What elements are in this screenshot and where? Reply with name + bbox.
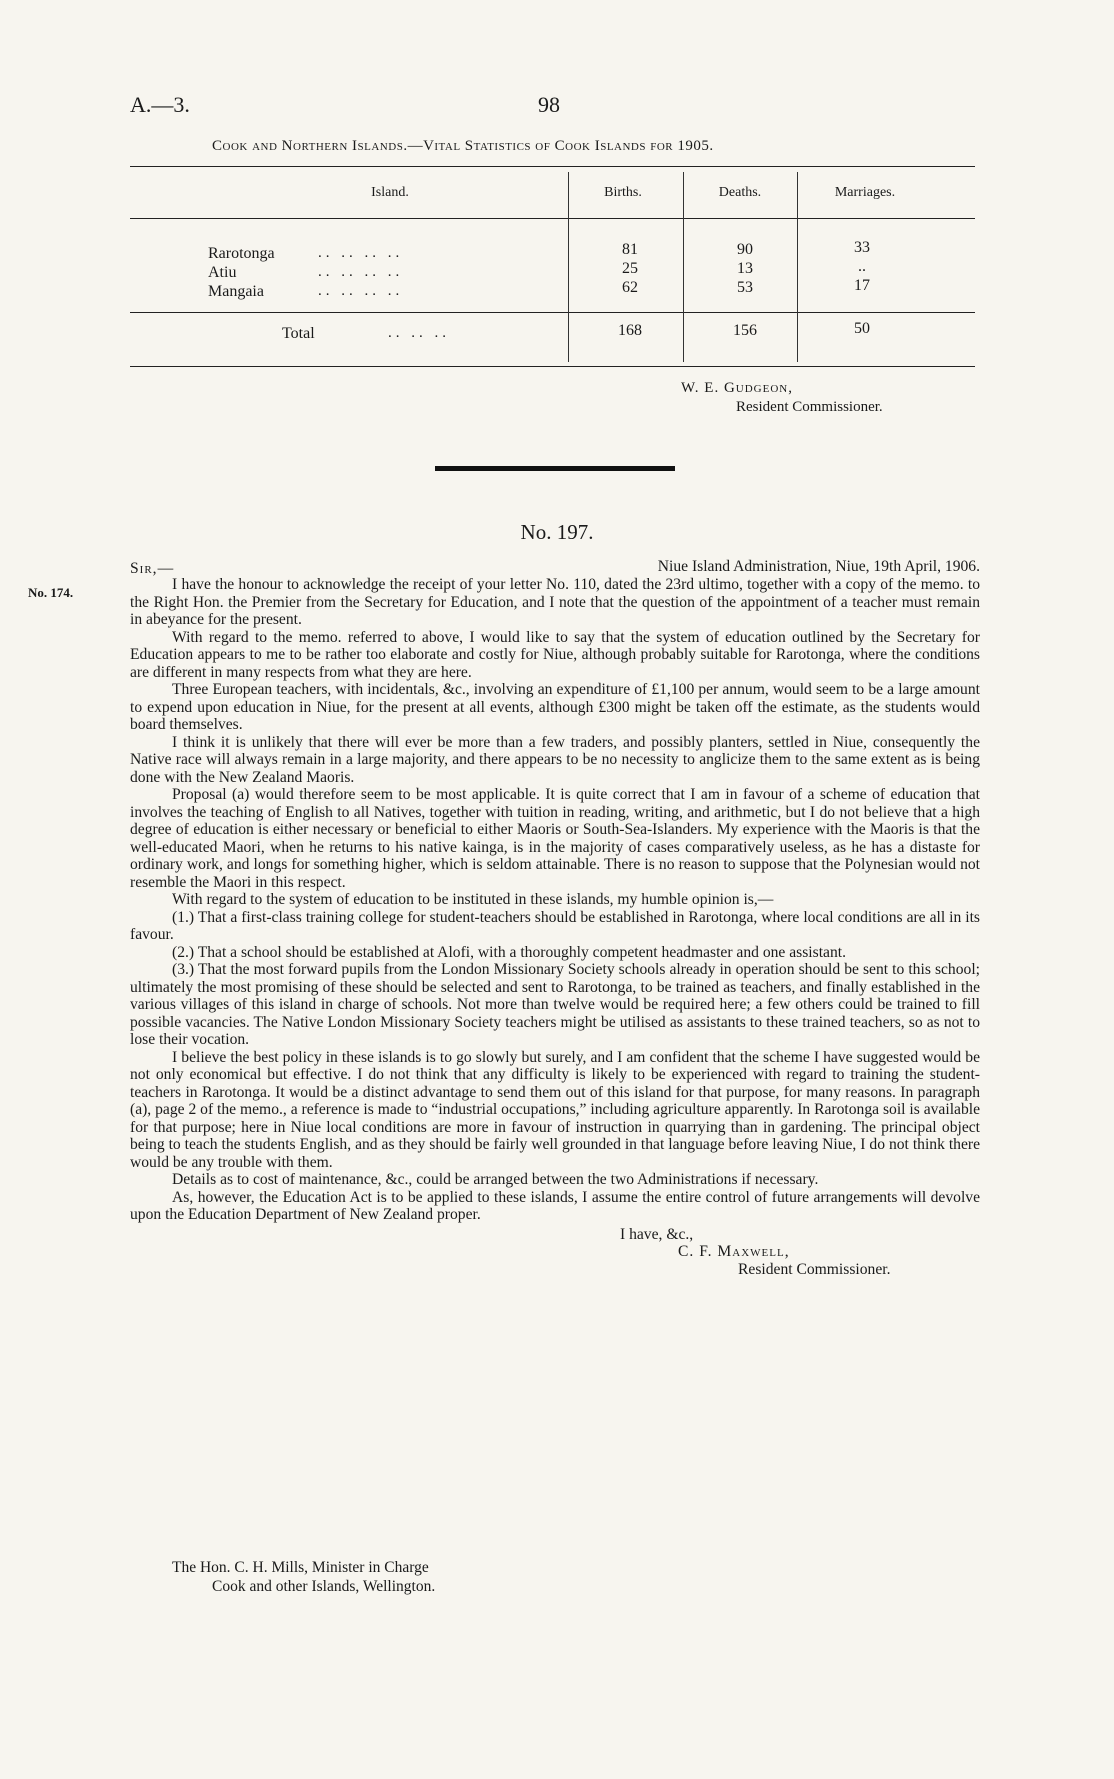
paragraph: (1.) That a first-class training college for student-teachers should be established in Rarotonga, where local conditions are all in its favour.	[130, 908, 980, 943]
column-header-deaths: Deaths.	[718, 185, 762, 200]
paragraph: As, however, the Education Act is to be applied to these islands, I assume the entire control of future arrangements will devolve upon the Education Department of New Zealand proper.	[130, 1188, 980, 1223]
table-total-rule	[130, 312, 975, 313]
salutation: Sir,—	[130, 560, 175, 577]
marriages-value: 17	[854, 277, 870, 294]
addressee-line: Cook and other Islands, Wellington.	[212, 1578, 436, 1595]
column-header-births: Births.	[604, 185, 642, 200]
births-value: 25	[622, 260, 638, 277]
island-name: Mangaia	[208, 283, 264, 300]
table-title: Cook and Northern Islands.—Vital Statistics of Cook Islands for 1905.	[212, 138, 714, 154]
total-births: 168	[618, 322, 642, 339]
column-header-marriages: Marriages.	[834, 185, 896, 200]
letter-number: No. 197.	[520, 520, 594, 544]
deaths-value: 13	[737, 260, 753, 277]
signer-title: Resident Commissioner.	[738, 1260, 891, 1278]
island-name: Atiu	[208, 264, 237, 281]
page-number: 98	[538, 92, 560, 117]
paragraph: (2.) That a school should be established at Alofi, with a thoroughly competent headmaster and one assistant.	[172, 943, 846, 961]
paragraph: Details as to cost of maintenance, &c., could be arranged between the two Administrations if necessary.	[172, 1171, 819, 1188]
letter-heading-line	[130, 558, 980, 576]
island-name: Rarotonga	[208, 245, 275, 262]
document-reference: A.—3.	[130, 92, 190, 117]
deaths-value: 90	[737, 241, 753, 258]
column-header-island: Island.	[371, 185, 409, 200]
addressee	[172, 1558, 435, 1596]
closing: I have, &c.,	[620, 1225, 694, 1243]
letter-body	[130, 558, 980, 1278]
section-separator	[435, 466, 675, 471]
paragraph: I believe the best policy in these islands is to go slowly but surely, and I am confident that the scheme I have suggested would be not only economical but effective. I do not think that any difficulty is likely to be experienced with regard to training the student-teachers in Rarotonga. It would be a distinct advantage to send them out of this island for that purpose, for many reasons. In paragraph (a), page 2 of the memo., a reference is made to “industrial occupations,” including agriculture apparently. In Rarotonga soil is available for that purpose; here in Niue local conditions are more in favour of instruction in quarrying than in gardening. The principal object being to teach the students English, and as they should be fairly well grounded in that language before leaving Niue, I do not think there would be any trouble with them.	[130, 1048, 980, 1171]
table-col-divider	[797, 172, 798, 362]
paragraph: I have the honour to acknowledge the receipt of your letter No. 110, dated the 23rd ultimo, together with a copy of the memo. to the Right Hon. the Premier from the Secretary for Education, and I note that the question of the appointment of a teacher must remain in abeyance for the present.	[130, 576, 980, 628]
paragraph: With regard to the memo. referred to above, I would like to say that the system of education outlined by the Secretary for Education appears to me to be rather too elaborate and costly for Niue, although probably suitable for Rarotonga, where the conditions are different in many respects from what they are here.	[130, 628, 980, 681]
place-date: Niue Island Administration, Niue, 19th April, 1906.	[657, 558, 980, 575]
leader-dots: .. .. ..	[388, 325, 450, 341]
signer-name: C. F. Maxwell,	[678, 1243, 790, 1260]
table-col-divider	[683, 172, 684, 362]
total-label: Total	[282, 325, 315, 342]
marriages-value: 33	[854, 239, 870, 256]
signature-title: Resident Commissioner.	[736, 399, 883, 415]
addressee-line: The Hon. C. H. Mills, Minister in Charge	[172, 1559, 429, 1576]
table-bottom-rule	[130, 366, 975, 367]
births-value: 81	[622, 241, 638, 258]
paragraph: Three European teachers, with incidentals, &c., involving an expenditure of £1,100 per annum, would seem to be a large amount to expend upon education in Niue, for the present at all events, although £300 might be taken off the estimate, as the students would board themselves.	[130, 681, 980, 733]
paragraph: I think it is unlikely that there will ever be more than a few traders, and possibly planters, settled in Niue, consequently the Native race will always remain in a large majority, and there appears to be no necessity to anglicize them to the same extent as is being done with the New Zealand Maoris.	[130, 733, 980, 786]
margin-reference: No. 174.	[28, 585, 74, 600]
total-marriages: 50	[854, 320, 870, 337]
marriages-value: ..	[858, 258, 866, 275]
table-col-divider	[568, 172, 569, 362]
table-header-rule	[130, 218, 975, 219]
leader-dots: .. .. .. ..	[318, 245, 404, 261]
leader-dots: .. .. .. ..	[318, 264, 404, 280]
signature-name: W. E. Gudgeon,	[681, 380, 793, 396]
leader-dots: .. .. .. ..	[318, 283, 404, 299]
paragraph: Proposal (a) would therefore seem to be most applicable. It is quite correct that I am in favour of a scheme of education that involves the teaching of English to all Natives, together with tuition in reading, writing, and arithmetic, but I do not believe that a high degree of education is either necessary or beneficial to either Maoris or South-Sea-Islanders. My experience with the Maoris is that the well-educated Maori, when he returns to his native kainga, is in the majority of cases comparatively useless, as he has a distaste for ordinary work, and longs for something higher, which is seldom attainable. There is no reason to suppose that the Polynesian would not resemble the Maori in this respect.	[130, 786, 980, 891]
paragraph: (3.) That the most forward pupils from the London Missionary Society schools already in operation should be sent to this school; ultimately the most promising of these should be selected and sent to Rarotonga, to be trained as teachers, and finally established in the various villages of this island in charge of schools. Not more than twelve would be required here; a few others could be trained to fill possible vacancies. The Native London Missionary Society teachers might be utilised as assistants to these trained teachers, so as not to lose their vocation.	[130, 961, 980, 1048]
births-value: 62	[622, 279, 638, 296]
total-deaths: 156	[733, 322, 757, 339]
deaths-value: 53	[737, 279, 753, 296]
table-top-rule	[130, 166, 975, 167]
paragraph: With regard to the system of education to be instituted in these islands, my humble opinion is,—	[172, 891, 774, 908]
